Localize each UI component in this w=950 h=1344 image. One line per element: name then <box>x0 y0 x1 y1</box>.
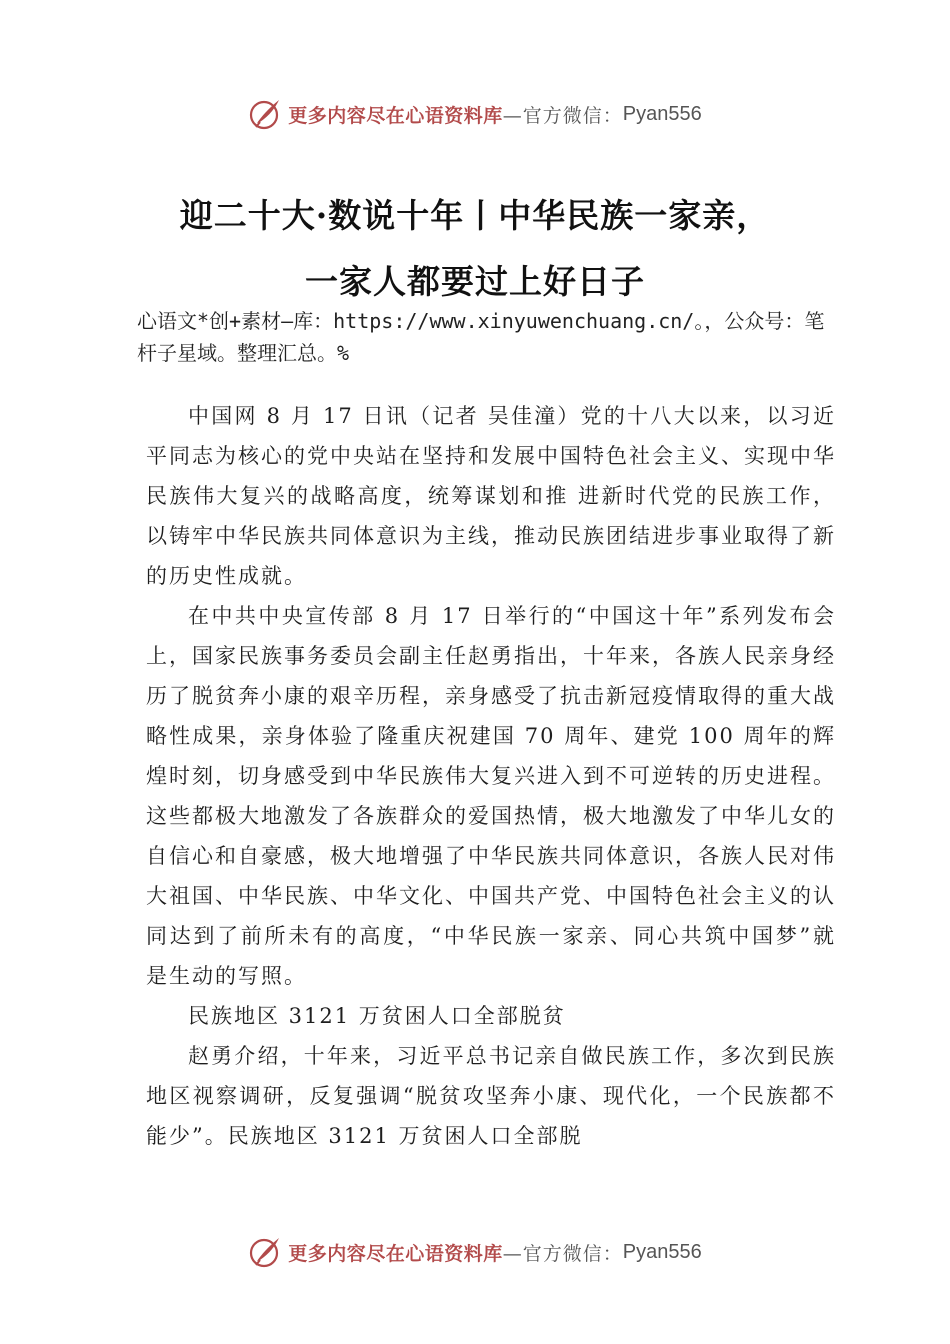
article-body <box>146 396 836 1156</box>
quill-logo-icon <box>248 1234 284 1270</box>
source-note: 心语文*创+素材—库：https://www.xinyuwenchuang.cn/。，公众号：笔杆子星域。整理汇总。% <box>137 309 825 365</box>
paragraph: 赵勇介绍，十年来，习近平总书记亲自做民族工作，多次到民族地区视察调研，反复强调“脱贫攻坚奔小康、现代化，一个民族都不能少”。民族地区 3121 万贫困人口全部脱 <box>146 1044 836 1148</box>
header-watermark-banner <box>0 94 950 134</box>
banner-site-name: 更多内容尽在心语资料库 <box>288 104 503 127</box>
section-heading: 民族地区 3121 万贫困人口全部脱贫 <box>188 1004 566 1028</box>
footer-watermark-banner <box>0 1232 950 1272</box>
banner-wechat-label: —官方微信： <box>502 1242 623 1265</box>
paragraph: 中国网 8 月 17 日讯（记者 吴佳潼）党的十八大以来，以习近平同志为核心的党中央站在坚持和发展中国特色社会主义、实现中华民族伟大复兴的战略高度，统筹谋划和推 进新时代党的民族工作，以铸牢中华民族共同体意识为主线，推动民族团结进步事业取得了新的历史性成就。 <box>146 404 836 588</box>
document-title-line-2: 一家人都要过上好日子 <box>305 262 645 301</box>
banner-site-name: 更多内容尽在心语资料库 <box>288 1242 503 1265</box>
banner-wechat-id: Pyan556 <box>622 1240 702 1263</box>
banner-wechat-id: Pyan556 <box>622 102 702 125</box>
paragraph: 在中共中央宣传部 8 月 17 日举行的“中国这十年”系列发布会上，国家民族事务委员会副主任赵勇指出，十年来，各族人民亲身经历了脱贫奔小康的艰辛历程，亲身感受了抗击新冠疫情取得的重大战略性成果，亲身体验了隆重庆祝建国 70 周年、建党 100 周年的辉煌时刻，切身感受到中华民族伟大复兴进入到不可逆转的历史进程。这些都极大地激发了各族群众的爱国热情，极大地激发了中华儿女的自信心和自豪感，极大地增强了中华民族共同体意识，各族人民对伟大祖国、中华民族、中华文化、中国共产党、中国特色社会主义的认同达到了前所未有的高度，“中华民族一家亲、同心共筑中国梦”就是生动的写照。 <box>146 604 836 988</box>
document-title-line-1: 迎二十大·数说十年丨中华民族一家亲， <box>179 196 771 235</box>
banner-wechat-label: —官方微信： <box>502 104 623 127</box>
quill-logo-icon <box>248 96 284 132</box>
